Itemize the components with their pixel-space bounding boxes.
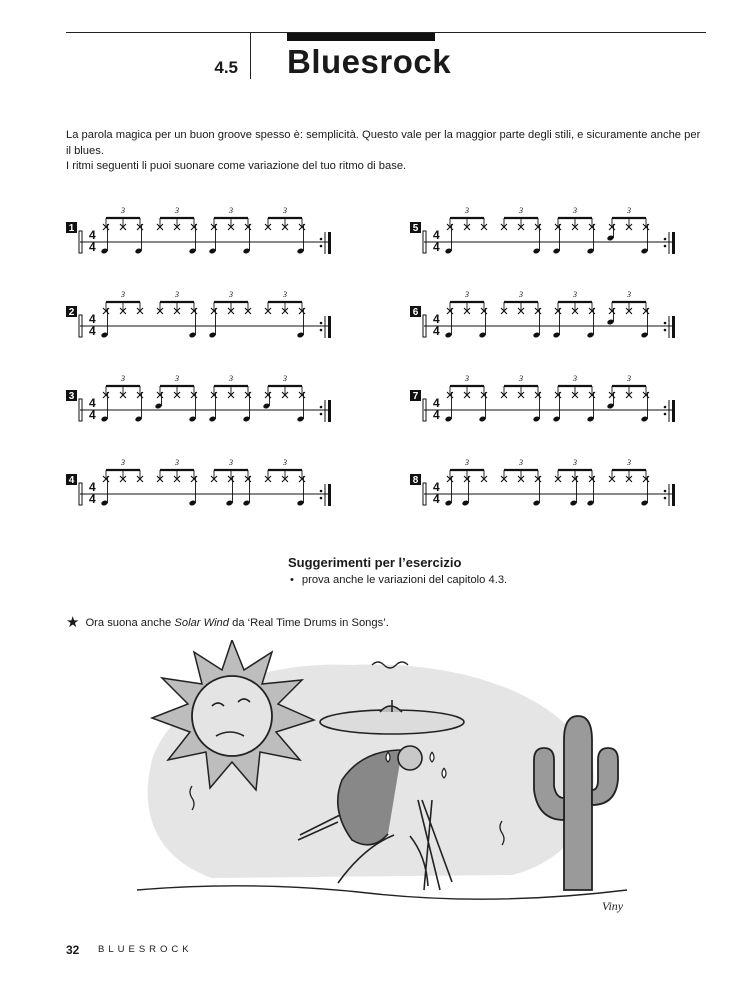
repeat-dot xyxy=(664,238,667,241)
repeat-dot xyxy=(320,406,323,409)
song-note xyxy=(66,613,389,631)
cartoon-drummer-desert-icon xyxy=(132,640,632,920)
exercise-label: 7 xyxy=(412,391,419,402)
triplet-marker: 3 xyxy=(283,290,287,299)
section-title: Bluesrock xyxy=(287,43,452,80)
exercise-8 xyxy=(410,458,675,506)
triplet-marker: 3 xyxy=(627,290,631,299)
final-barline xyxy=(328,484,331,506)
triplet-marker: 3 xyxy=(121,206,125,215)
triplet-marker: 3 xyxy=(283,206,287,215)
repeat-dot xyxy=(320,245,323,248)
triplet-marker: 3 xyxy=(519,458,523,467)
repeat-dot xyxy=(664,245,667,248)
exercise-label: 1 xyxy=(68,223,75,234)
intro-line-1: La parola magica per un buon groove spesso è: semplicità. Questo vale per la maggior parte degli stili, e sicuramente anche per il blues. xyxy=(66,129,701,157)
time-signature-bottom: 4 xyxy=(89,240,96,254)
final-barline xyxy=(672,316,675,338)
triplet-marker: 3 xyxy=(465,290,469,299)
triplet-marker: 3 xyxy=(519,374,523,383)
triplet-marker: 3 xyxy=(175,458,179,467)
repeat-dot xyxy=(664,413,667,416)
time-signature-top: 4 xyxy=(89,396,96,410)
triplet-marker: 3 xyxy=(627,374,631,383)
time-signature-top: 4 xyxy=(89,228,96,242)
triplet-marker: 3 xyxy=(121,290,125,299)
final-barline xyxy=(328,232,331,254)
tips-heading: Suggerimenti per l’esercizio xyxy=(288,555,462,570)
triplet-marker: 3 xyxy=(465,206,469,215)
triplet-marker: 3 xyxy=(229,206,233,215)
triplet-marker: 3 xyxy=(627,206,631,215)
exercise-7 xyxy=(410,374,675,422)
triplet-marker: 3 xyxy=(465,458,469,467)
final-barline xyxy=(672,232,675,254)
triplet-marker: 3 xyxy=(175,206,179,215)
time-signature-top: 4 xyxy=(433,228,440,242)
exercise-label: 2 xyxy=(68,307,75,318)
triplet-marker: 3 xyxy=(519,290,523,299)
time-signature-bottom: 4 xyxy=(89,324,96,338)
time-signature-top: 4 xyxy=(433,396,440,410)
triplet-marker: 3 xyxy=(283,374,287,383)
repeat-dot xyxy=(320,413,323,416)
repeat-dot xyxy=(320,322,323,325)
exercise-label: 5 xyxy=(412,223,419,234)
triplet-marker: 3 xyxy=(573,206,577,215)
exercise-6 xyxy=(410,290,675,338)
triplet-marker: 3 xyxy=(229,458,233,467)
repeat-dot xyxy=(664,497,667,500)
exercise-label: 3 xyxy=(68,391,75,402)
final-barline xyxy=(672,484,675,506)
star-icon: ★ xyxy=(66,614,80,631)
exercise-label: 8 xyxy=(412,475,419,486)
tips-list xyxy=(288,574,507,586)
exercise-label: 4 xyxy=(68,475,75,486)
triplet-marker: 3 xyxy=(573,374,577,383)
triplet-marker: 3 xyxy=(175,290,179,299)
page-number: 32 xyxy=(66,943,80,957)
exercise-5 xyxy=(410,206,675,254)
repeat-dot xyxy=(664,490,667,493)
time-signature-bottom: 4 xyxy=(89,492,96,506)
exercise-4 xyxy=(66,458,331,506)
triplet-marker: 3 xyxy=(121,458,125,467)
time-signature-bottom: 4 xyxy=(433,408,440,422)
triplet-marker: 3 xyxy=(121,374,125,383)
intro-line-2: I ritmi seguenti li puoi suonare come variazione del tuo ritmo di base. xyxy=(66,160,407,172)
time-signature-top: 4 xyxy=(89,480,96,494)
repeat-dot xyxy=(664,406,667,409)
repeat-dot xyxy=(320,329,323,332)
time-signature-top: 4 xyxy=(89,312,96,326)
time-signature-top: 4 xyxy=(433,480,440,494)
time-signature-bottom: 4 xyxy=(89,408,96,422)
triplet-marker: 3 xyxy=(175,374,179,383)
triplet-marker: 3 xyxy=(465,374,469,383)
note-before: Ora suona anche xyxy=(85,617,175,629)
time-signature-bottom: 4 xyxy=(433,240,440,254)
triplet-marker: 3 xyxy=(229,290,233,299)
running-footer: BLUESROCK xyxy=(98,944,193,955)
note-song-title: Solar Wind xyxy=(174,617,230,629)
repeat-dot xyxy=(664,329,667,332)
repeat-dot xyxy=(664,322,667,325)
time-signature-top: 4 xyxy=(433,312,440,326)
final-barline xyxy=(672,400,675,422)
triplet-marker: 3 xyxy=(573,290,577,299)
final-barline xyxy=(328,316,331,338)
repeat-dot xyxy=(320,497,323,500)
triplet-marker: 3 xyxy=(627,458,631,467)
section-number: 4.5 xyxy=(214,58,238,77)
illustration-signature: Viny xyxy=(602,899,624,913)
final-barline xyxy=(328,400,331,422)
exercise-1 xyxy=(66,206,331,254)
exercise-3 xyxy=(66,374,331,422)
exercise-label: 6 xyxy=(412,307,419,318)
triplet-marker: 3 xyxy=(573,458,577,467)
note-after: da ‘Real Time Drums in Songs’. xyxy=(229,617,389,629)
triplet-marker: 3 xyxy=(283,458,287,467)
repeat-dot xyxy=(320,238,323,241)
time-signature-bottom: 4 xyxy=(433,324,440,338)
triplet-marker: 3 xyxy=(519,206,523,215)
repeat-dot xyxy=(320,490,323,493)
exercise-2 xyxy=(66,290,331,338)
triplet-marker: 3 xyxy=(229,374,233,383)
time-signature-bottom: 4 xyxy=(433,492,440,506)
tip-item: • prova anche le variazioni del capitolo 4.3. xyxy=(288,574,507,586)
